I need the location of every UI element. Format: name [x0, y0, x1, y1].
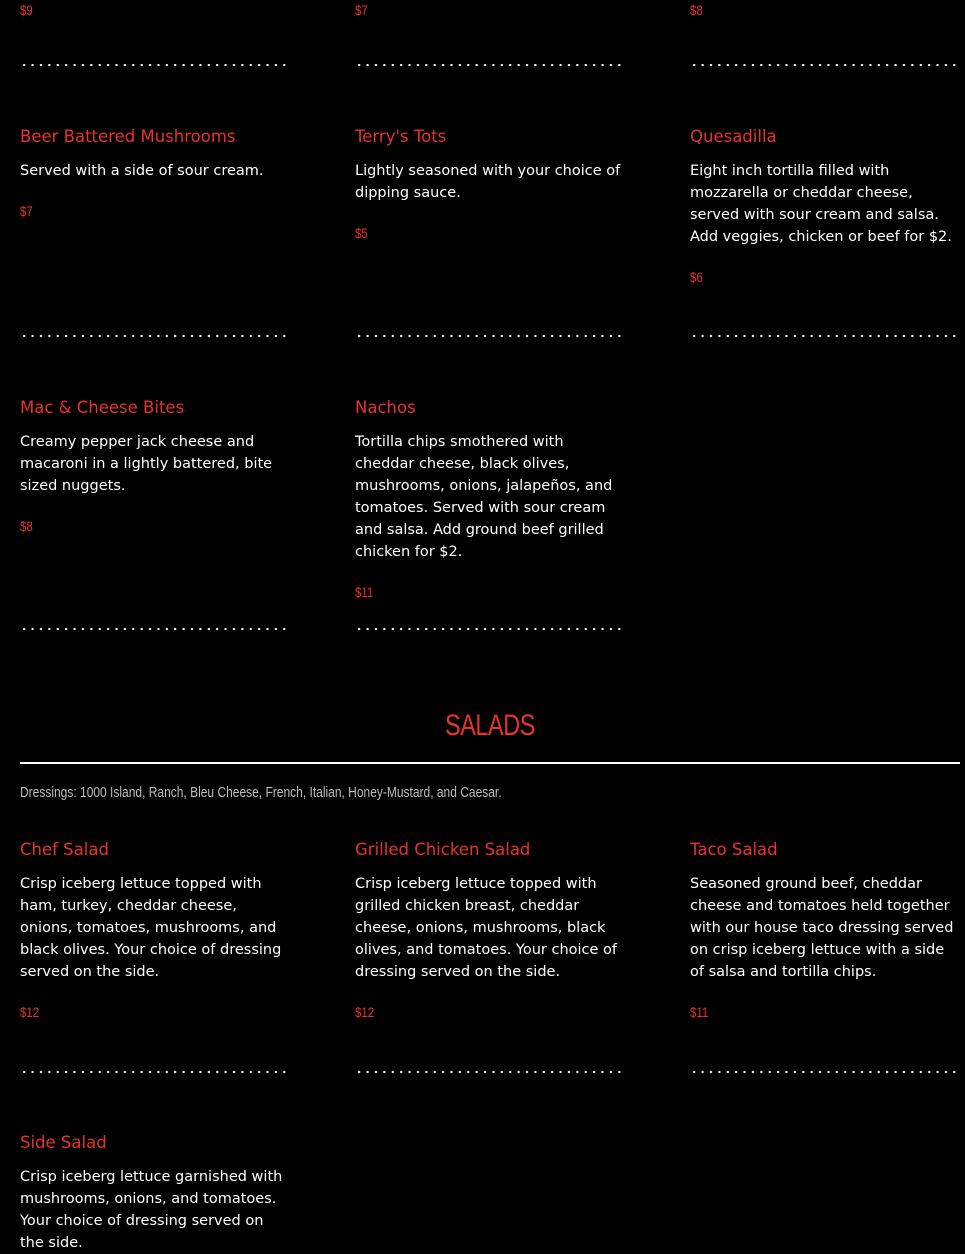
menu-item-description: Creamy pepper jack cheese and macaroni in a lightly battered, bite sized nuggets. [20, 434, 273, 494]
dotted-divider [20, 334, 290, 338]
menu-item-price: $8 [690, 2, 703, 18]
menu-item-description: Served with a side of sour cream. [20, 163, 264, 179]
menu-item-name: Chef Salad [20, 840, 109, 859]
menu-item-description: Crisp iceberg lettuce topped with ham, turkey, cheddar cheese, onions, tomatoes, mushrooms, and black olives. Your choice of dressing served on the side. [20, 876, 282, 980]
menu-item-chef-salad [20, 839, 290, 1021]
menu-item-price: $6 [690, 269, 703, 285]
menu-item-name: Nachos [355, 398, 416, 417]
menu-item-price: $8 [20, 518, 33, 534]
menu-item-side-salad [20, 1132, 290, 1251]
dotted-divider [20, 63, 290, 67]
menu-item-beer-battered-mushrooms [20, 126, 290, 220]
section-title-salads: SALADS [444, 709, 535, 742]
menu-item-name: Taco Salad [690, 840, 778, 859]
menu-item-name: Side Salad [20, 1133, 107, 1152]
menu-item-mac-cheese-bites [20, 397, 290, 535]
menu-item-taco-salad [690, 839, 960, 1021]
section-divider [20, 762, 960, 764]
menu-item-nachos [355, 397, 625, 601]
menu-item-price: $12 [355, 1004, 375, 1020]
menu-item-price: $12 [20, 1004, 40, 1020]
dotted-divider [355, 63, 625, 67]
menu-item-name: Mac & Cheese Bites [20, 398, 185, 417]
menu-item-description: Crisp iceberg lettuce garnished with mushrooms, onions, and tomatoes. Your choice of dressing served on the side. [20, 1169, 283, 1251]
dotted-divider [355, 334, 625, 338]
dressings-note: Dressings: 1000 Island, Ranch, Bleu Cheese, French, Italian, Honey-Mustard, and Caesar. [20, 784, 502, 801]
menu-item-description: Lightly seasoned with your choice of dipping sauce. [355, 163, 621, 201]
menu-item-terrys-tots [355, 126, 625, 242]
dotted-divider [20, 1070, 290, 1074]
menu-item-price: $7 [355, 2, 368, 18]
menu-item-price: $5 [355, 225, 368, 241]
menu-item-price: $11 [690, 1004, 709, 1020]
menu-item-name: Beer Battered Mushrooms [20, 127, 236, 146]
dotted-divider [690, 1070, 960, 1074]
menu-item-description: Crisp iceberg lettuce topped with grilled chicken breast, cheddar cheese, onions, mushrooms, black olives, and tomatoes. Your choice of dressing served on the side. [355, 876, 618, 980]
menu-item-price: $11 [355, 584, 374, 600]
menu-item-name: Terry's Tots [355, 127, 447, 146]
dotted-divider [355, 627, 625, 631]
menu-item-description: Eight inch tortilla filled with mozzarella or cheddar cheese, served with sour cream and salsa. Add veggies, chicken or beef for $2. [690, 163, 952, 245]
dotted-divider [690, 334, 960, 338]
menu-item-description: Tortilla chips smothered with cheddar cheese, black olives, mushrooms, onions, jalapeños, and tomatoes. Served with sour cream and salsa. Add ground beef grilled chicken for $2. [355, 434, 613, 560]
menu-item-quesadilla [690, 126, 960, 286]
menu-item-price: $9 [20, 2, 33, 18]
menu-item-name: Grilled Chicken Salad [355, 840, 531, 859]
menu-item-grilled-chicken-salad [355, 839, 625, 1021]
menu-item-name: Quesadilla [690, 127, 777, 146]
dotted-divider [355, 1070, 625, 1074]
menu-item-description: Seasoned ground beef, cheddar cheese and tomatoes held together with our house taco dressing served on crisp iceberg lettuce with a side of salsa and tortilla chips. [690, 876, 954, 980]
dotted-divider [690, 63, 960, 67]
dotted-divider [20, 627, 290, 631]
menu-item-price: $7 [20, 203, 33, 219]
